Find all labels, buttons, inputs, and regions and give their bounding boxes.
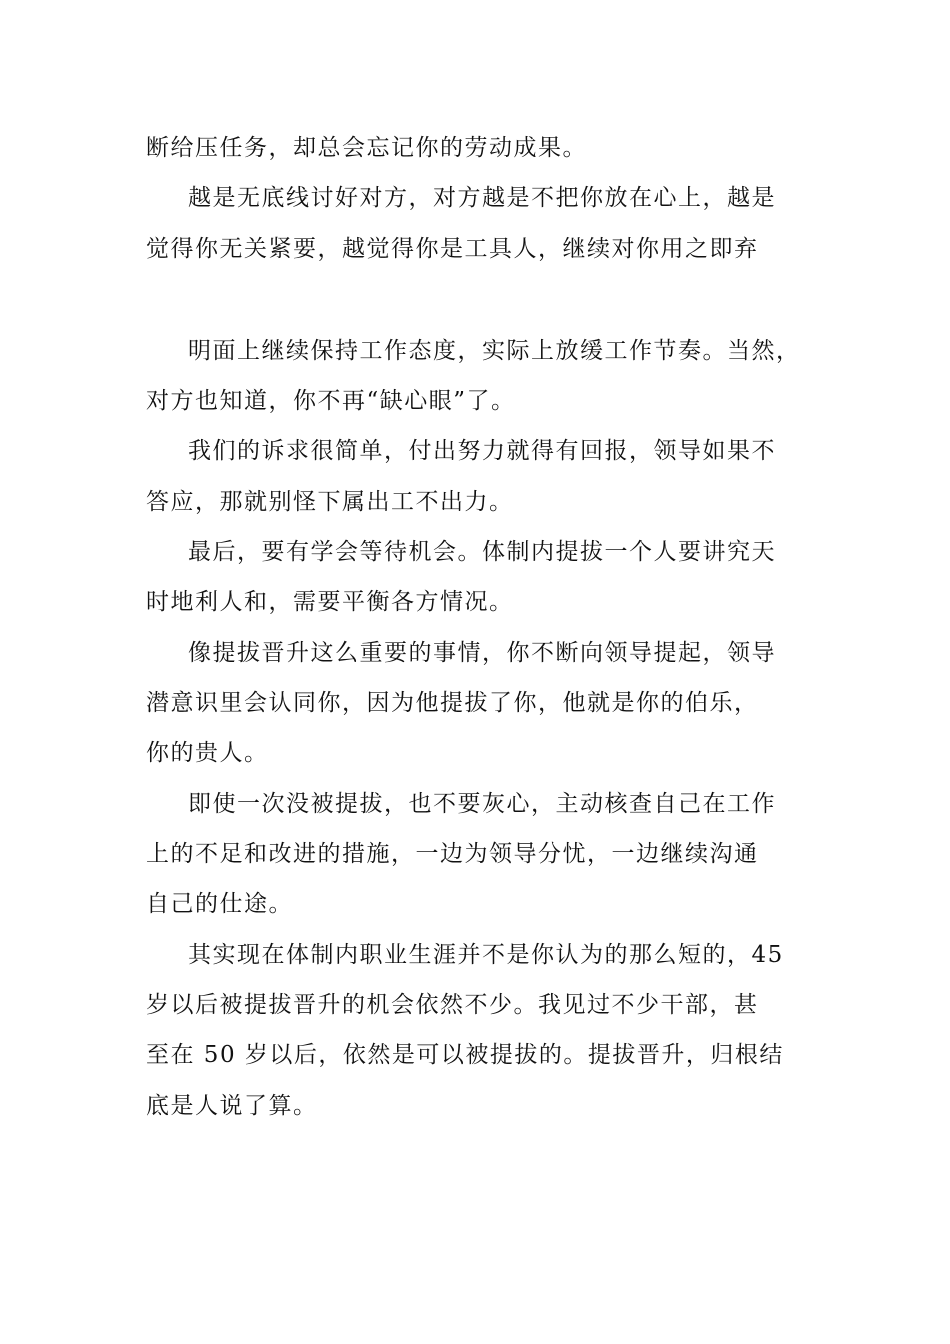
text-line: 越是无底线讨好对方，对方越是不把你放在心上，越是 <box>188 185 776 211</box>
text-line: 最后，要有学会等待机会。体制内提拔一个人要讲究天 <box>188 539 776 565</box>
text-line: 其实现在体制内职业生涯并不是你认为的那么短的，45 <box>188 942 784 968</box>
text-line: 潜意识里会认同你，因为他提拔了你，他就是你的伯乐， <box>146 690 759 716</box>
text-line: 我们的诉求很简单，付出努力就得有回报，领导如果不 <box>188 438 776 464</box>
text-line: 觉得你无关紧要，越觉得你是工具人，继续对你用之即弃 <box>146 236 759 262</box>
text-line: 对方也知道，你不再“缺心眼”了。 <box>146 388 516 414</box>
text-line: 时地利人和，需要平衡各方情况。 <box>146 589 514 615</box>
text-line: 至在 50 岁以后，依然是可以被提拔的。提拔晋升，归根结 <box>146 1042 784 1068</box>
text-line: 自己的仕途。 <box>146 891 293 917</box>
text-line: 你的贵人。 <box>146 740 269 766</box>
text-line: 答应，那就别怪下属出工不出力。 <box>146 489 514 515</box>
text-line: 岁以后被提拔晋升的机会依然不少。我见过不少干部，甚 <box>146 992 759 1018</box>
text-line: 像提拔晋升这么重要的事情，你不断向领导提起，领导 <box>188 640 776 666</box>
text-line: 明面上继续保持工作态度，实际上放缓工作节奏。当然， <box>188 338 801 364</box>
text-line: 断给压任务，却总会忘记你的劳动成果。 <box>146 135 587 161</box>
text-line: 底是人说了算。 <box>146 1093 318 1119</box>
text-line: 上的不足和改进的措施，一边为领导分忧，一边继续沟通 <box>146 841 759 867</box>
text-line: 即使一次没被提拔，也不要灰心，主动核查自己在工作 <box>188 791 776 817</box>
